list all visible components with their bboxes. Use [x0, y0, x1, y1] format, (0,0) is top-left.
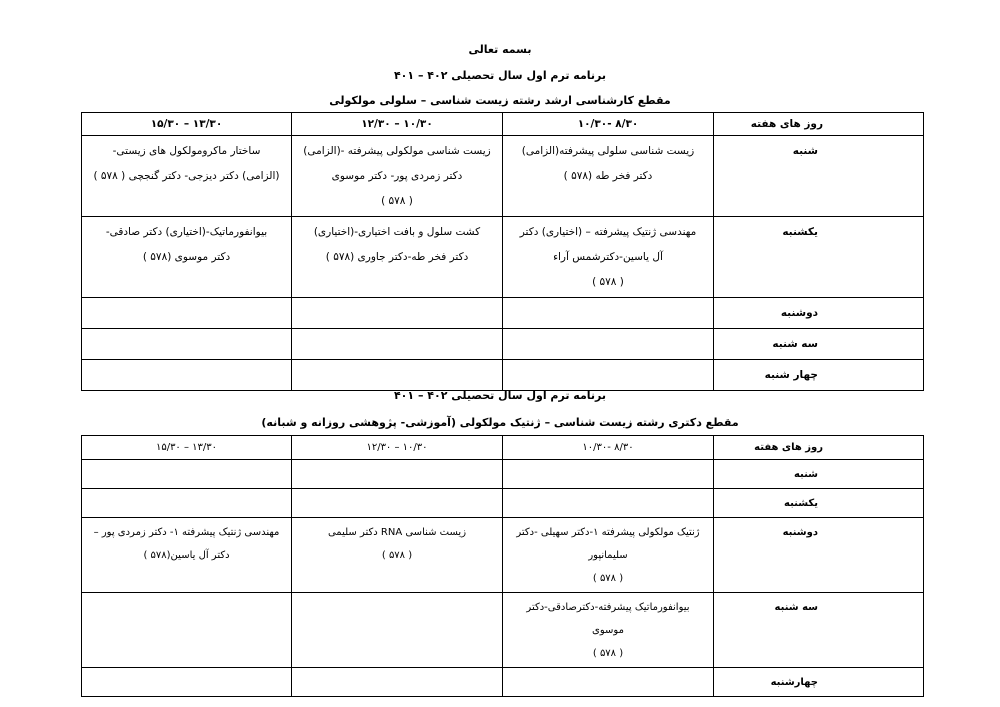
slot-cell: [82, 136, 292, 217]
table-header-row: [82, 436, 924, 460]
program-title-2: برنامه ترم اول سال تحصیلی ۴۰۲ – ۴۰۱: [393, 389, 607, 402]
course-line: آل یاسین-دکترشمس آراء: [553, 251, 663, 263]
course-line: زیست شناسی سلولی پیشرفته(الزامی): [521, 145, 695, 157]
course-line: (الزامی) دکتر دیزجی- دکتر گنجچی ( ۵۷۸ ): [93, 170, 280, 182]
slot-cell: [82, 329, 292, 360]
course-line: زیست شناسی RNA دکتر سلیمی: [327, 527, 467, 538]
course-line: ژنتیک مولکولی پیشرفته ۱-دکتر سهیلی -دکتر: [516, 527, 700, 538]
table-row: [82, 217, 924, 298]
table-header-row: [82, 113, 924, 136]
slot-cell: [292, 593, 503, 668]
slot-cell: [292, 489, 503, 518]
slot-cell: [82, 298, 292, 329]
course-line: ساختار ماکرومولکول های زیستی-: [112, 145, 261, 157]
program-title-1: برنامه ترم اول سال تحصیلی ۴۰۲ – ۴۰۱: [393, 69, 607, 82]
slot-cell: [292, 460, 503, 489]
day-cell: چهارشنبه: [714, 668, 924, 697]
schedule-table-phd: [81, 435, 924, 697]
slot-cell: [503, 489, 714, 518]
course-line: دکتر فخر طه-دکتر جاوری (۵۷۸ ): [325, 251, 469, 263]
slot-cell: [292, 668, 503, 697]
header-slot-2: ۱۰/۳۰ – ۱۲/۳۰: [292, 436, 503, 460]
schedule-table-masters: [81, 112, 924, 391]
slot-cell: [292, 518, 503, 593]
table-row: [82, 668, 924, 697]
course-line: بیوانفورماتیک پیشرفته-دکترصادقی-دکتر: [526, 602, 690, 613]
slot-cell: [503, 518, 714, 593]
day-cell: سه شنبه: [714, 593, 924, 668]
course-line: دکتر موسوی (۵۷۸ ): [142, 251, 231, 263]
header-slot-3: ۱۳/۳۰ – ۱۵/۳۰: [82, 436, 292, 460]
slot-cell: [292, 298, 503, 329]
slot-cell: [82, 460, 292, 489]
table-row: [82, 460, 924, 489]
course-line: مهندسی ژنتیک پیشرفته ۱- دکتر زمردی پور –: [93, 527, 280, 538]
course-line: دکتر فخر طه (۵۷۸ ): [563, 170, 653, 182]
slot-cell: [503, 460, 714, 489]
slot-cell: [292, 360, 503, 391]
slot-cell: [503, 136, 714, 217]
slot-cell: [292, 217, 503, 298]
course-line: کشت سلول و بافت اختیاری-(اختیاری): [313, 226, 481, 238]
header-slot-2: ۱۰/۳۰ – ۱۲/۳۰: [292, 113, 503, 136]
course-line: ( ۵۷۸ ): [592, 648, 624, 659]
course-line: ( ۵۷۸ ): [381, 550, 413, 561]
header-slot-1: ۸/۳۰ -۱۰/۳۰: [503, 113, 714, 136]
course-line: دکتر آل یاسین(۵۷۸ ): [143, 550, 230, 561]
slot-cell: [82, 668, 292, 697]
header-slot-3: ۱۳/۳۰ – ۱۵/۳۰: [82, 113, 292, 136]
section-1-subtitle: مقطع کارشناسی ارشد رشته زیست شناسی – سلولی مولکولی: [329, 94, 671, 107]
header-slot-1: ۸/۳۰ -۱۰/۳۰: [503, 436, 714, 460]
course-line: زیست شناسی مولکولی پیشرفته -(الزامی): [303, 145, 491, 157]
table-row: [82, 518, 924, 593]
table-row: [82, 136, 924, 217]
slot-cell: [503, 668, 714, 697]
course-line: ( ۵۷۸ ): [592, 573, 624, 584]
day-cell: شنبه: [714, 136, 924, 217]
day-cell: دوشنبه: [714, 298, 924, 329]
basmala: بسمه تعالی: [468, 43, 532, 56]
slot-cell: [503, 593, 714, 668]
slot-cell: [503, 217, 714, 298]
slot-cell: [82, 217, 292, 298]
day-cell: یکشنبه: [714, 217, 924, 298]
day-cell: شنبه: [714, 460, 924, 489]
table-row: [82, 489, 924, 518]
day-cell: چهار شنبه: [714, 360, 924, 391]
header-weekdays: روز های هفته: [714, 113, 924, 136]
slot-cell: [292, 136, 503, 217]
slot-cell: [82, 593, 292, 668]
table-row: [82, 329, 924, 360]
course-line: مهندسی ژنتیک پیشرفته – (اختیاری) دکتر: [519, 226, 697, 238]
course-line: ( ۵۷۸ ): [592, 276, 624, 288]
slot-cell: [503, 329, 714, 360]
slot-cell: [503, 360, 714, 391]
course-line: دکتر زمردی پور- دکتر موسوی: [331, 170, 463, 182]
header-weekdays: روز های هفته: [714, 436, 924, 460]
course-line: ( ۵۷۸ ): [381, 195, 413, 207]
slot-cell: [503, 298, 714, 329]
table-row: [82, 593, 924, 668]
day-cell: دوشنبه: [714, 518, 924, 593]
slot-cell: [82, 360, 292, 391]
table-row: [82, 360, 924, 391]
course-line: موسوی: [592, 625, 624, 636]
course-line: سلیمانپور: [588, 550, 628, 561]
slot-cell: [292, 329, 503, 360]
slot-cell: [82, 489, 292, 518]
day-cell: سه شنبه: [714, 329, 924, 360]
course-line: بیوانفورماتیک-(اختیاری) دکتر صادقی-: [105, 226, 268, 238]
table-row: [82, 298, 924, 329]
day-cell: یکشنبه: [714, 489, 924, 518]
section-2-subtitle: مقطع دکتری رشته زیست شناسی – ژنتیک مولکولی (آموزشی- پژوهشی روزانه و شبانه): [261, 416, 739, 429]
slot-cell: [82, 518, 292, 593]
